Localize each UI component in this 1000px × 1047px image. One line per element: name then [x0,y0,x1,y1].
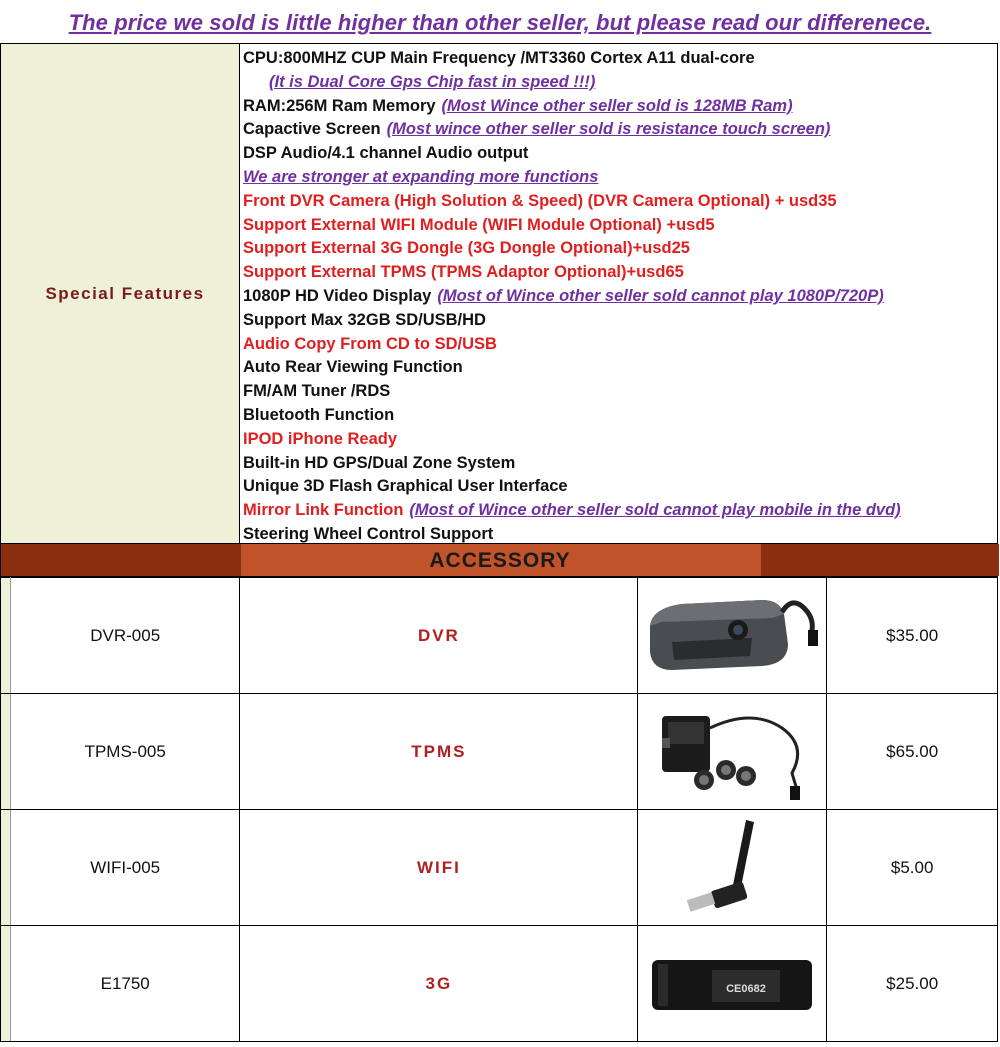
accessory-code: TPMS-005 [10,694,239,810]
feature-line [243,190,993,214]
feature-text: Built-in HD GPS/Dual Zone System [243,453,516,472]
feature-text: Support External 3G Dongle (3G Dongle Optional)+usd25 [243,239,690,258]
feature-text: 1080P HD Video Display [243,286,432,305]
accessory-code: WIFI-005 [10,810,239,926]
row-strip [1,578,11,694]
feature-note: (Most Wince other seller sold is 128MB Ram) [441,96,793,115]
special-features-label: Special Features [45,284,205,303]
table-row [1,694,998,810]
feature-list [243,47,993,547]
row-strip [1,926,11,1042]
accessory-code: DVR-005 [10,578,239,694]
accessory-header [0,543,998,577]
feature-text: RAM:256M Ram Memory [243,96,436,115]
feature-line [243,214,993,238]
feature-text: Bluetooth Function [243,405,395,424]
feature-text: Support Max 32GB SD/USB/HD [243,310,486,329]
accessory-name: 3G [240,926,638,1042]
feature-line [243,452,993,476]
table-row [1,810,998,926]
feature-text: Steering Wheel Control Support [243,524,494,543]
feature-text: Auto Rear Viewing Function [243,358,463,377]
feature-text: Audio Copy From CD to SD/USB [243,334,497,353]
feature-line [243,71,993,95]
feature-line [243,285,993,309]
feature-text: Support External WIFI Module (WIFI Module Optional) +usd5 [243,215,715,234]
feature-text: Capactive Screen [243,120,381,139]
feature-line [243,47,993,71]
accessory-name: TPMS [240,694,638,810]
accessory-name: DVR [240,578,638,694]
feature-note: (Most wince other seller sold is resistance touch screen) [386,120,831,139]
feature-text: We are stronger at expanding more functions [243,167,599,186]
headline-text: The price we sold is little higher than other seller, but please read our differenece. [68,10,932,35]
table-row [1,578,998,694]
accessory-price: $35.00 [827,578,998,694]
headline [0,0,1000,42]
feature-line [243,499,993,523]
table-row [1,926,998,1042]
feature-line [243,166,993,190]
feature-text: Front DVR Camera (High Solution & Speed) (DVR Camera Optional) + usd35 [243,191,837,210]
feature-line [243,237,993,261]
feature-text: DSP Audio/4.1 channel Audio output [243,144,529,163]
feature-line [243,261,993,285]
feature-text: Support External TPMS (TPMS Adaptor Optional)+usd65 [243,263,684,282]
feature-line [243,475,993,499]
accessory-price: $25.00 [827,926,998,1042]
feature-line [243,95,993,119]
accessory-name: WIFI [240,810,638,926]
dongle-label: CE0682 [726,982,767,995]
feature-line [243,309,993,333]
tpms-sensor-photo [638,694,827,810]
row-strip [1,694,11,810]
feature-line [243,428,993,452]
accessory-code: E1750 [10,926,239,1042]
row-strip [1,810,11,926]
feature-text: IPOD iPhone Ready [243,429,398,448]
feature-text: CPU:800MHZ CUP Main Frequency /MT3360 Cortex A11 dual-core [243,49,755,67]
special-features-section [0,43,998,543]
accessory-table [0,577,998,1042]
feature-line [243,142,993,166]
feature-text: Unique 3D Flash Graphical User Interface [243,477,568,496]
feature-text: Mirror Link Function [243,501,404,520]
feature-line [243,404,993,428]
3g-dongle-photo [638,926,827,1042]
feature-line [243,118,993,142]
feature-note: (Most of Wince other seller sold cannot play 1080P/720P) [437,286,884,305]
feature-text: FM/AM Tuner /RDS [243,382,391,401]
accessory-title: ACCESSORY [429,549,571,572]
feature-line [243,356,993,380]
feature-text: (It is Dual Core Gps Chip fast in speed !!!) [269,72,596,91]
wifi-antenna-photo [638,810,827,926]
feature-note: (Most of Wince other seller sold cannot play mobile in the dvd) [409,501,901,520]
dvr-camera-photo [638,578,827,694]
feature-line [243,333,993,357]
features-label-cell [10,44,240,543]
feature-line [243,380,993,404]
accessory-price: $65.00 [827,694,998,810]
accessory-price: $5.00 [827,810,998,926]
